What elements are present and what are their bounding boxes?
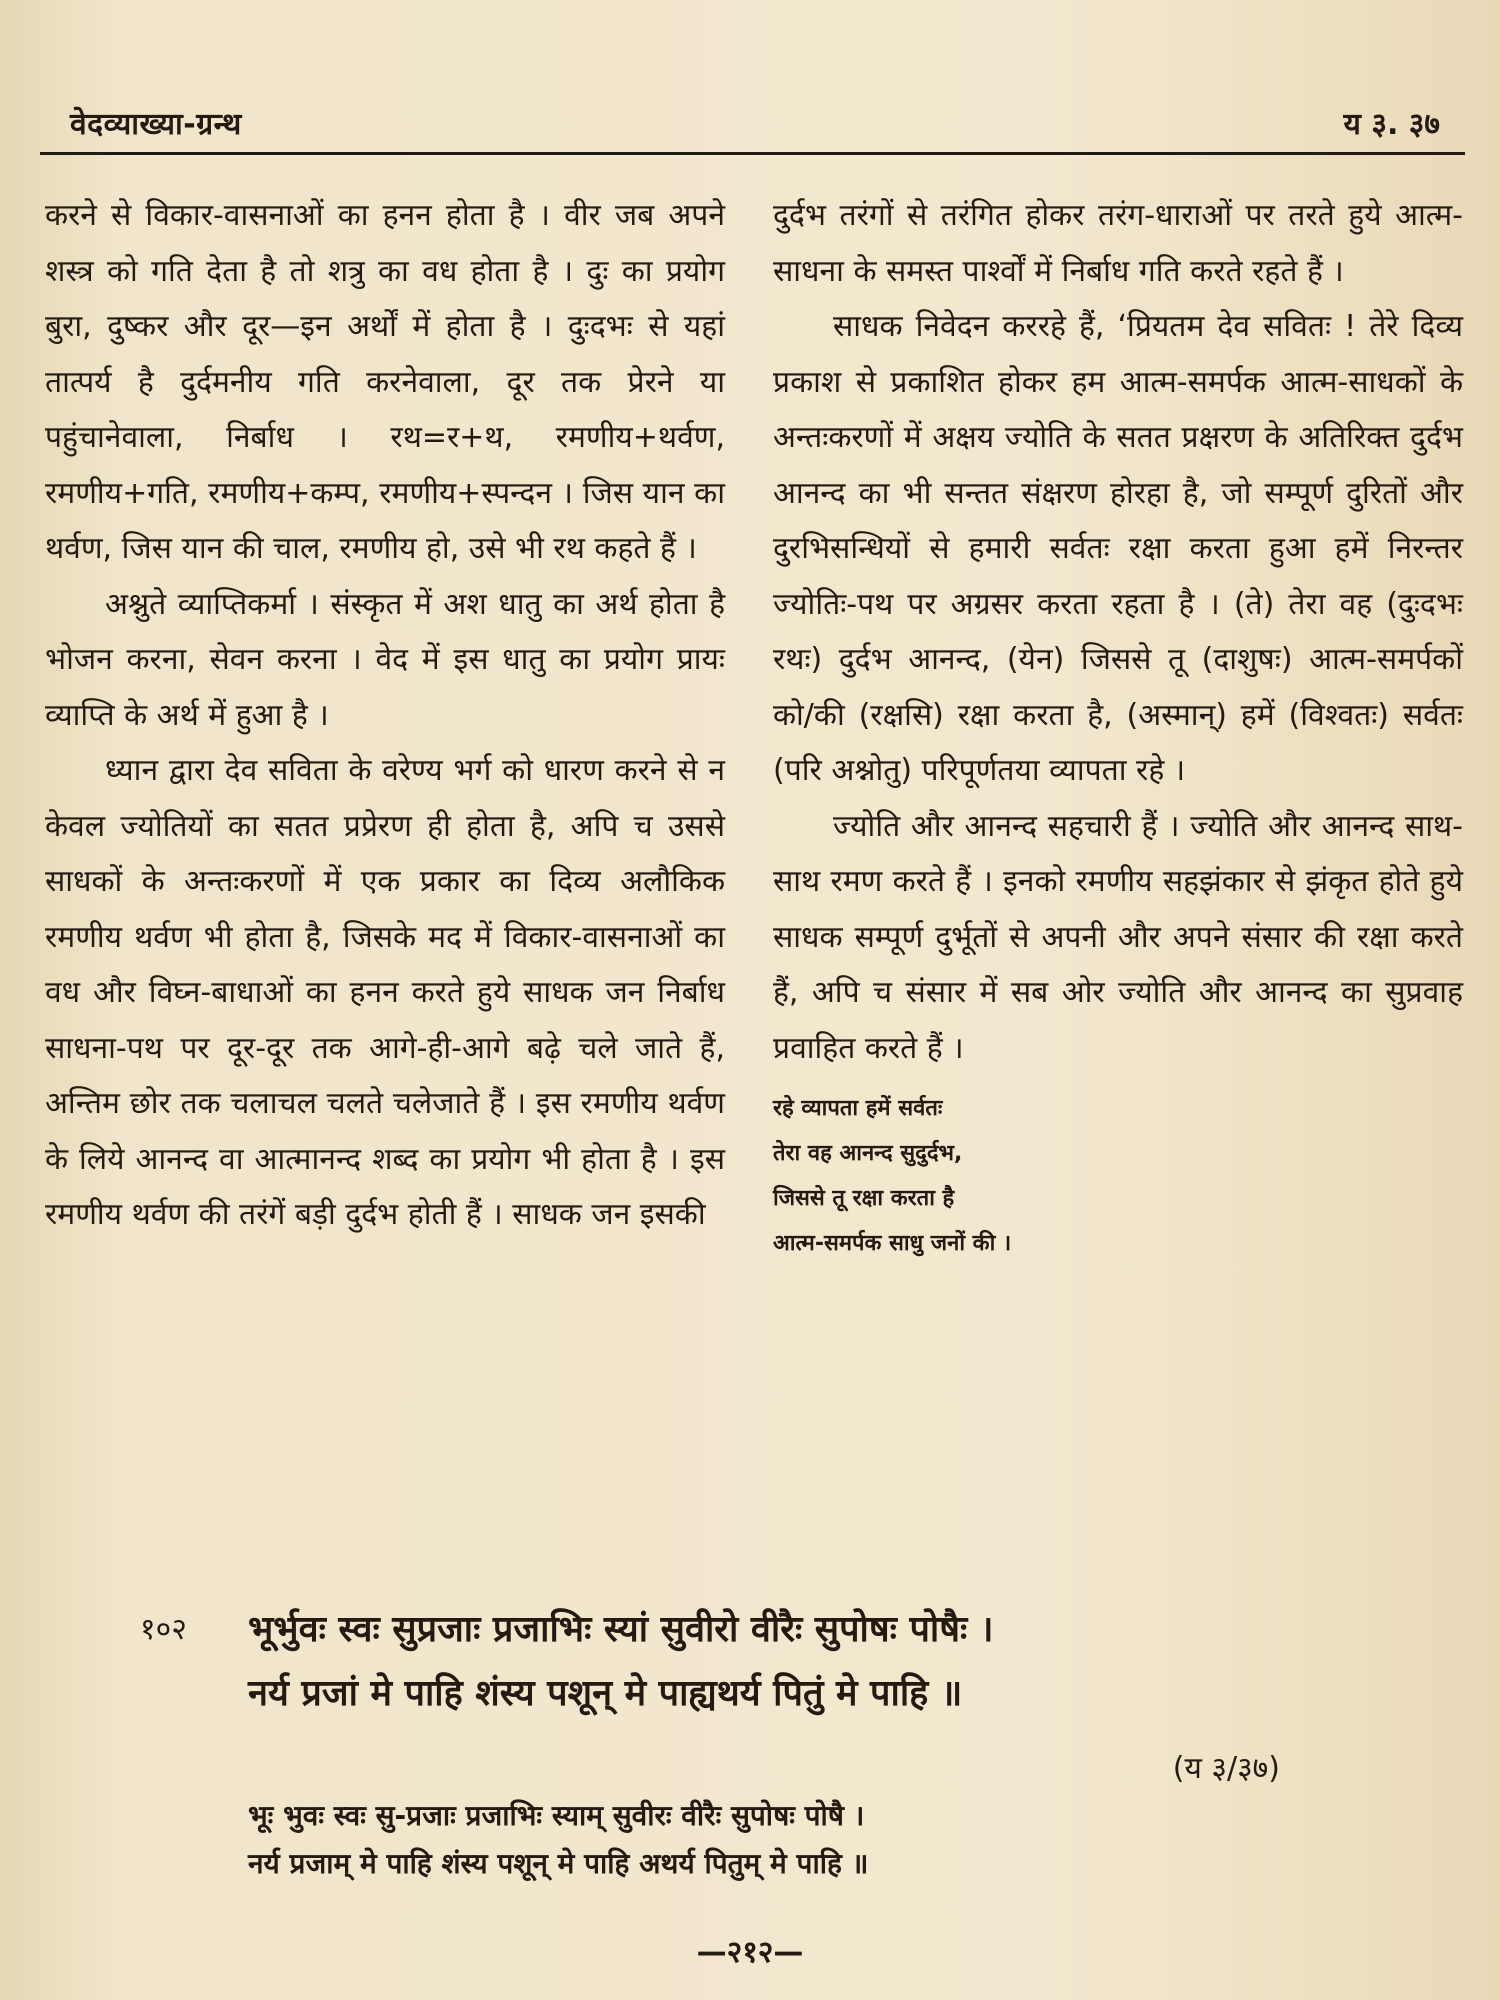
mantra-line-1: भूर्भुवः स्वः सुप्रजाः प्रजाभिः स्यां सुवीरो वीरैः सुपोषः पोषैः । [248,1609,994,1650]
padapatha-block [248,1792,1268,1888]
verse-line: रहे व्यापता हमें सर्वतः [773,1096,943,1121]
right-paragraph-2: साधक निवेदन कररहे हैं, ‘प्रियतम देव सवितः ! तेरे दिव्य प्रकाश से प्रकाशित होकर हम आत्म-समर्पक आत्म-साधकों के अन्तःकरणों में अक्षय ज्योति के सतत प्रक्षरण के अतिरिक्त दुर्दभ आनन्द का भी सन्तत संक्षरण होरहा है, जो सम्पूर्ण दुरितों और दुरभिसन्धियों से हमारी सर्वतः रक्षा करता हुआ हमें निरन्तर ज्योतिः-पथ पर अग्रसर करता रहता है । (ते) तेरा वह (दुःदभः रथः) दुर्दभ आनन्द, (येन) जिससे तू (दाशुषः) आत्म-समर्पकों को/की (रक्षसि) रक्षा करता है, (अस्मान्) हमें (विश्वतः) सर्वतः (परि अश्नोतु) परिपूर्णतया व्यापता रहे । [773,309,1463,788]
right-column [773,188,1463,1266]
padapatha-line-1: भूः भुवः स्वः सु-प्रजाः प्रजाभिः स्याम् सुवीरः वीरैः सुपोषः पोषै । [248,1799,865,1832]
right-paragraph-1: दुर्दभ तरंगों से तरंगित होकर तरंग-धाराओं पर तरते हुये आत्म-साधना के समस्त पार्श्वों में निर्बाध गति करते रहते हैं । [773,198,1463,289]
verse-reference: य ३. ३७ [1343,107,1440,142]
verse-line: जिससे तू रक्षा करता है [773,1186,955,1211]
verse-line: तेरा वह आनन्द सुदुर्दभ, [773,1141,963,1166]
mantra-reference: (य ३/३७) [1172,1751,1280,1786]
mantra-number: १०२ [140,1612,187,1647]
book-title: वेदव्याख्या-ग्रन्थ [70,107,242,142]
running-header [40,100,1460,148]
verse-line: आत्म-समर्पक साधु जनों की । [773,1231,1012,1256]
right-paragraph-3: ज्योति और आनन्द सहचारी हैं । ज्योति और आनन्द साथ-साथ रमण करते हैं । इनको रमणीय सहझंकार से झंकृत होते हुये साधक सम्पूर्ण दुर्भूतों से अपनी और अपने संसार की रक्षा करते हैं, अपि च संसार में सब ओर ज्योति और आनन्द का सुप्रवाह प्रवाहित करते हैं । [773,808,1463,1066]
mantra-line-2: नर्य प्रजां मे पाहि शंस्य पशून् मे पाह्यथर्य पितुं मे पाहि ॥ [248,1673,963,1714]
verse-stanza [773,1086,1463,1266]
page-number: —२१२— [696,1935,804,1970]
left-column [45,188,725,1243]
padapatha-line-2: नर्य प्रजाम् मे पाहि शंस्य पशून् मे पाहि अथर्य पितुम् मे पाहि ॥ [248,1847,869,1880]
header-divider [40,152,1465,155]
left-paragraph-2: अश्नुते व्याप्तिकर्मा । संस्कृत में अश धातु का अर्थ होता है भोजन करना, सेवन करना । वेद में इस धातु का प्रयोग प्रायः व्याप्ति के अर्थ में हुआ है । [45,586,725,733]
left-paragraph-1: करने से विकार-वासनाओं का हनन होता है । वीर जब अपने शस्त्र को गति देता है तो शत्रु का वध होता है । दुः का प्रयोग बुरा, दुष्कर और दूर—इन अर्थों में होता है । दुःदभः से यहां तात्पर्य है दुर्दमनीय गति करनेवाला, दूर तक प्रेरने या पहुंचानेवाला, निर्बाध । रथ=र+थ, रमणीय+थर्वण, रमणीय+गति, रमणीय+कम्प, रमणीय+स्पन्दन । जिस यान का थर्वण, जिस यान की चाल, रमणीय हो, उसे भी रथ कहते हैं । [45,198,725,566]
left-paragraph-3: ध्यान द्वारा देव सविता के वरेण्य भर्ग को धारण करने से न केवल ज्योतियों का सतत प्रप्रेरण ही होता है, अपि च उससे साधकों के अन्तःकरणों में एक प्रकार का दिव्य अलौकिक रमणीय थर्वण भी होता है, जिसके मद में विकार-वासनाओं का वध और विघ्न-बाधाओं का हनन करते हुये साधक जन निर्बाध साधना-पथ पर दूर-दूर तक आगे-ही-आगे बढ़े चले जाते हैं, अन्तिम छोर तक चलाचल चलते चलेजाते हैं । इस रमणीय थर्वण के लिये आनन्द वा आत्मानन्द शब्द का प्रयोग भी होता है । इस रमणीय थर्वण की तरंगें बड़ी दुर्दभ होती हैं । साधक जन इसकी [45,753,725,1232]
